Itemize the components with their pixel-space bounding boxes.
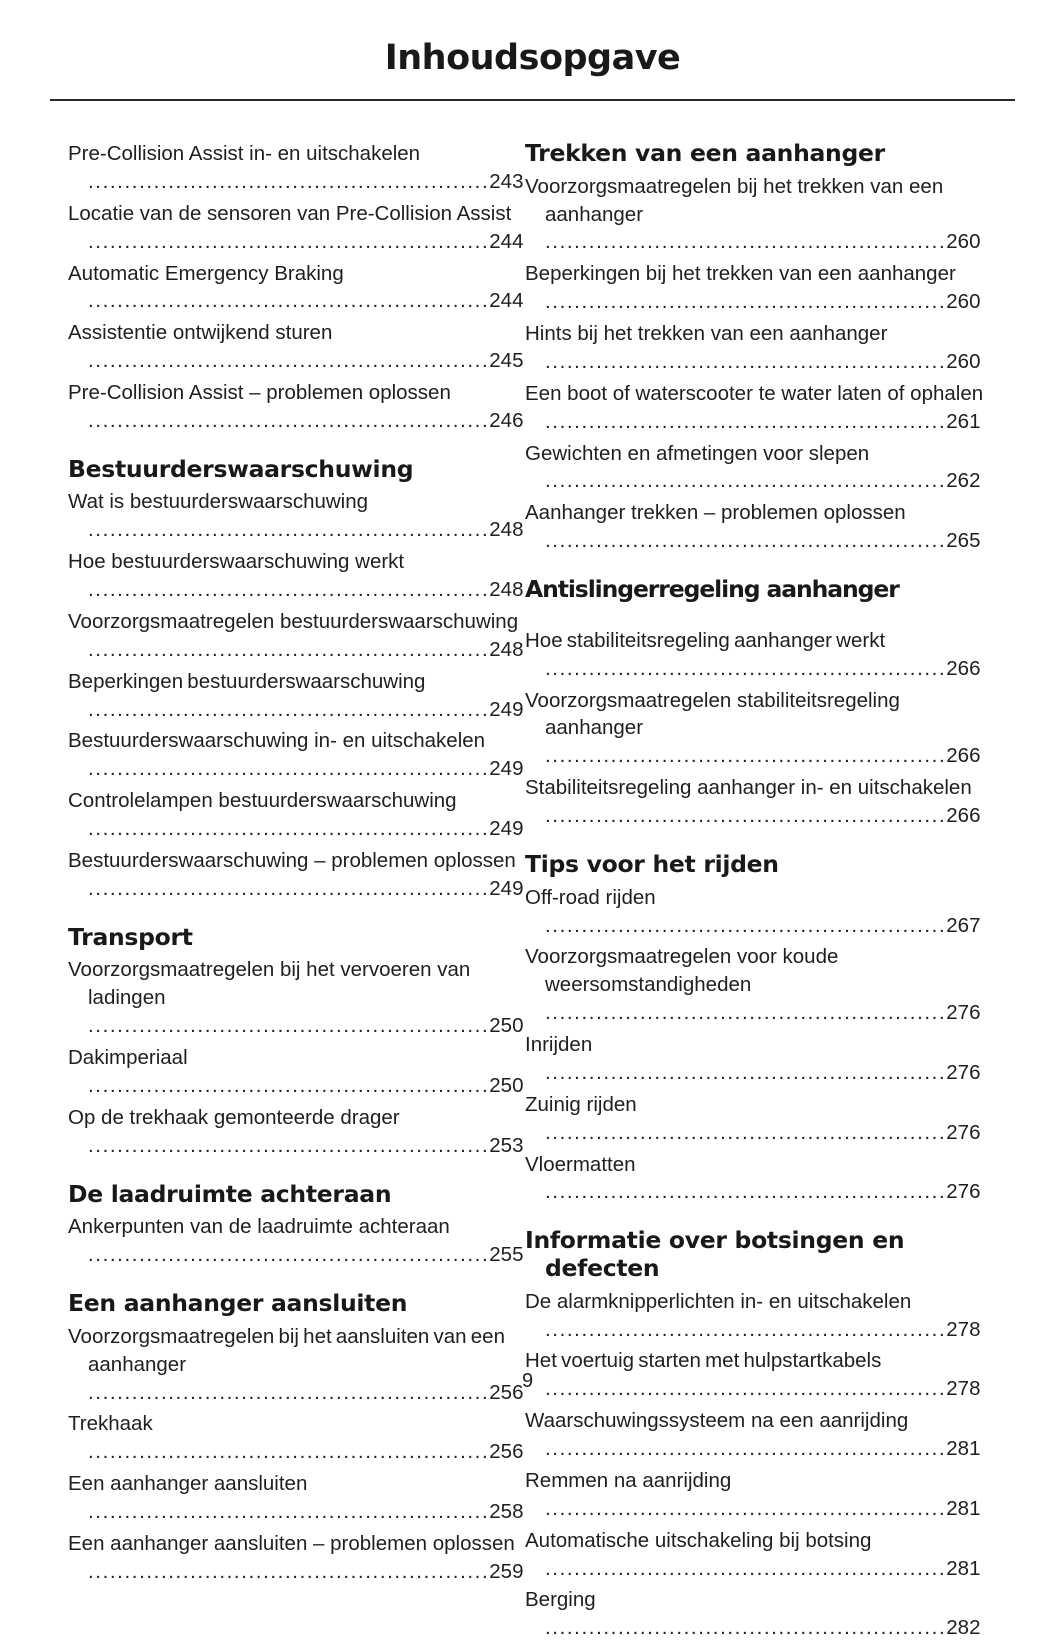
header-divider — [50, 99, 1015, 101]
dot-leader: ....................................................... — [88, 757, 490, 781]
toc-entry-page: 249 — [489, 817, 524, 841]
toc-entry-label: Gewichten en afmetingen voor slepen — [525, 441, 870, 465]
toc-entry-page: 244 — [489, 229, 524, 253]
toc-entry-page: 248 — [489, 637, 524, 661]
dot-leader: ....................................................... — [88, 1133, 490, 1157]
toc-entry-page: 282 — [946, 1616, 981, 1640]
toc-entry-page: 266 — [946, 804, 981, 828]
toc-entry-label: Hints bij het trekken van een aanhanger — [525, 322, 888, 346]
toc-entry-label: Voorzorgsmaatregelen bij het trekken van een aanhanger — [525, 174, 944, 226]
toc-entry-label: Bestuurderswaarschuwing in- en uitschakelen — [68, 729, 486, 753]
dot-leader: ....................................................... — [545, 1120, 947, 1144]
toc-entry-page: 266 — [946, 656, 981, 680]
toc-entry-page: 260 — [946, 349, 981, 373]
toc-entry[interactable] — [525, 774, 985, 830]
toc-entry-label: Voorzorgsmaatregelen bij het aansluiten van een aanhanger — [68, 1324, 505, 1376]
toc-entry-label: Berging — [525, 1588, 596, 1612]
dot-leader: ....................................................... — [88, 637, 490, 661]
section-heading: Een aanhanger aansluiten — [68, 1289, 408, 1318]
toc-entry-label: Vloermatten — [525, 1152, 636, 1176]
toc-entry-page: 246 — [489, 408, 524, 432]
dot-leader: ....................................................... — [545, 1377, 947, 1401]
toc-entry[interactable] — [68, 379, 523, 435]
toc-entry-label: Zuinig rijden — [525, 1092, 637, 1116]
toc-entry[interactable] — [525, 1288, 985, 1344]
toc-entry[interactable] — [525, 687, 985, 771]
toc-entry-label: Wat is bestuurderswaarschuwing — [68, 490, 369, 514]
toc-entry-label: Automatische uitschakeling bij botsing — [525, 1528, 872, 1552]
toc-entry[interactable] — [68, 1323, 523, 1407]
toc-entry-label: Stabiliteitsregeling aanhanger in- en uitschakelen — [525, 776, 972, 800]
section-heading: Tips voor het rijden — [525, 849, 779, 878]
toc-entry[interactable] — [525, 440, 985, 496]
dot-leader: ....................................................... — [545, 1317, 947, 1341]
toc-entry-label: Automatic Emergency Braking — [68, 261, 344, 285]
toc-entry[interactable] — [68, 319, 523, 375]
toc-entry-page: 256 — [489, 1380, 524, 1404]
toc-entry-label: Pre-Collision Assist – problemen oplossen — [68, 381, 451, 404]
toc-entry[interactable] — [525, 1091, 985, 1147]
toc-entry-label: Assistentie ontwijkend sturen — [68, 321, 333, 345]
section-heading: Trekken van een aanhanger — [525, 139, 885, 167]
dot-leader: ....................................................... — [545, 1496, 947, 1520]
toc-entry-label: Voorzorgsmaatregelen stabiliteitsregeling aanhanger — [525, 688, 900, 740]
dot-leader: ....................................................... — [545, 349, 947, 373]
section-heading: Informatie over botsingen en defecten — [525, 1226, 905, 1282]
page-number: 9 — [521, 1370, 534, 1392]
toc-entry-label: Bestuurderswaarschuwing – problemen oplossen — [68, 848, 516, 872]
toc-entry-label: Trekhaak — [68, 1412, 153, 1436]
dot-leader: ....................................................... — [545, 804, 947, 828]
toc-entry[interactable] — [68, 260, 523, 316]
toc-entry[interactable] — [68, 1044, 523, 1100]
toc-section — [525, 140, 985, 555]
toc-entry-page: 265 — [946, 529, 981, 553]
page-header — [50, 38, 1015, 78]
toc-entry[interactable] — [68, 608, 523, 664]
toc-entry-page: 258 — [489, 1500, 524, 1523]
toc-entry[interactable] — [68, 1213, 523, 1269]
toc-entry-page: 245 — [489, 349, 524, 373]
toc-entry-page: 248 — [489, 578, 524, 602]
toc-entry[interactable] — [68, 847, 523, 903]
dot-leader: ....................................................... — [545, 529, 947, 553]
toc-entry[interactable] — [525, 1151, 985, 1207]
toc-entry-page: 281 — [946, 1437, 981, 1461]
dot-leader: ....................................................... — [545, 744, 947, 768]
toc-entry-page: 266 — [946, 744, 981, 768]
dot-leader: ....................................................... — [88, 578, 490, 602]
toc-entry-page: 276 — [946, 1120, 981, 1144]
toc-entry-label: Inrijden — [525, 1033, 593, 1057]
section-heading: Transport — [68, 922, 193, 951]
dot-leader: ....................................................... — [88, 408, 490, 432]
toc-entry[interactable] — [68, 200, 523, 256]
section-heading: De laadruimte achteraan — [68, 1179, 392, 1208]
toc-entry-page: 256 — [489, 1440, 524, 1464]
toc-entry[interactable] — [525, 1031, 985, 1087]
toc-entry-page: 249 — [489, 697, 524, 721]
toc-section — [525, 851, 985, 1206]
dot-leader: ....................................................... — [88, 1559, 490, 1583]
dot-leader: ....................................................... — [545, 1180, 947, 1204]
toc-entry[interactable] — [525, 173, 985, 257]
toc-columns — [0, 140, 1055, 1646]
toc-entry-page: 250 — [489, 1014, 524, 1038]
page-title: Inhoudsopgave — [384, 38, 681, 78]
page-footer — [0, 1370, 1055, 1393]
right-column — [525, 140, 1055, 1646]
toc-entry-label: Dakimperiaal — [68, 1046, 188, 1070]
toc-entry[interactable] — [525, 943, 985, 1027]
dot-leader: ....................................................... — [88, 229, 490, 253]
toc-entry-page: 243 — [489, 169, 524, 193]
dot-leader: ....................................................... — [88, 1243, 490, 1267]
toc-section — [68, 140, 523, 435]
toc-entry-page: 276 — [946, 1180, 981, 1204]
dot-leader: ....................................................... — [88, 817, 490, 841]
toc-entry-page: 261 — [946, 409, 981, 433]
toc-entry-page: 255 — [489, 1243, 524, 1267]
dot-leader: ....................................................... — [88, 349, 490, 373]
toc-entry[interactable] — [68, 668, 523, 724]
toc-entry-page: 281 — [946, 1496, 981, 1520]
toc-entry[interactable] — [525, 320, 985, 376]
toc-entry-page: 278 — [946, 1377, 981, 1401]
toc-entry-label: Hoe bestuurderswaarschuwing werkt — [68, 550, 405, 574]
dot-leader: ....................................................... — [88, 289, 490, 313]
toc-entry-label: Beperkingen bij het trekken van een aanhanger — [525, 262, 956, 286]
toc-entry-label: Ankerpunten van de laadruimte achteraan — [68, 1215, 450, 1239]
dot-leader: ....................................................... — [545, 913, 947, 937]
toc-entry[interactable] — [525, 884, 985, 940]
dot-leader: ....................................................... — [545, 1556, 947, 1580]
toc-entry-page: 249 — [489, 757, 524, 781]
toc-entry-label: Voorzorgsmaatregelen bij het vervoeren van ladingen — [68, 958, 471, 1010]
toc-entry-label: Voorzorgsmaatregelen voor koude weersomstandigheden — [525, 945, 839, 997]
toc-entry-label: De alarmknipperlichten in- en uitschakelen — [525, 1289, 912, 1313]
toc-entry-label: Waarschuwingssysteem na een aanrijding — [525, 1409, 909, 1433]
toc-entry[interactable] — [68, 488, 523, 544]
toc-entry-label: Aanhanger trekken – problemen oplossen — [525, 501, 906, 525]
toc-entry[interactable] — [68, 1530, 523, 1586]
toc-entry[interactable] — [525, 627, 985, 683]
toc-entry-page: 267 — [946, 913, 981, 937]
dot-leader: ....................................................... — [88, 1500, 490, 1523]
toc-entry-label: Voorzorgsmaatregelen bestuurderswaarschuwing — [68, 609, 519, 633]
toc-entry[interactable] — [68, 1410, 523, 1466]
toc-entry-label: Controlelampen bestuurderswaarschuwing — [68, 789, 457, 813]
dot-leader: ....................................................... — [545, 469, 947, 493]
dot-leader: ....................................................... — [88, 1073, 490, 1097]
toc-entry-page: 248 — [489, 518, 524, 542]
toc-entry[interactable] — [68, 1470, 523, 1526]
dot-leader: ....................................................... — [545, 1437, 947, 1461]
dot-leader: ....................................................... — [88, 518, 490, 542]
dot-leader: ....................................................... — [88, 697, 490, 721]
dot-leader: ....................................................... — [545, 656, 947, 680]
dot-leader: ....................................................... — [545, 230, 947, 254]
toc-entry[interactable] — [525, 499, 985, 555]
toc-entry-label: Het voertuig starten met hulpstartkabels — [525, 1349, 882, 1373]
toc-entry-label: Remmen na aanrijding — [525, 1468, 732, 1492]
section-heading: Antislingerregeling aanhanger — [525, 575, 899, 604]
toc-entry-label: Een aanhanger aansluiten — [68, 1472, 308, 1496]
toc-entry-page: 260 — [946, 290, 981, 314]
toc-entry[interactable] — [525, 1586, 985, 1642]
toc-entry[interactable] — [68, 787, 523, 843]
toc-entry[interactable] — [68, 727, 523, 783]
toc-entry-page: 249 — [489, 876, 524, 900]
toc-entry-label: Off-road rijden — [525, 885, 656, 909]
dot-leader: ....................................................... — [88, 1440, 490, 1464]
toc-section — [68, 1181, 523, 1269]
toc-entry-label: Een aanhanger aansluiten – problemen oplossen — [68, 1531, 515, 1555]
toc-entry-page: 278 — [946, 1317, 981, 1341]
toc-entry-page: 253 — [489, 1133, 524, 1157]
toc-entry-page: 276 — [946, 1060, 981, 1084]
toc-section — [68, 924, 523, 1160]
toc-entry-label: Locatie van de sensoren van Pre-Collision Assist — [68, 201, 512, 225]
toc-section — [68, 1290, 523, 1586]
dot-leader: ....................................................... — [88, 1380, 490, 1404]
toc-entry-label: Hoe stabiliteitsregeling aanhanger werkt — [525, 628, 886, 652]
toc-entry-label: Op de trekhaak gemonteerde drager — [68, 1105, 400, 1129]
toc-entry-label: Beperkingen bestuurderswaarschuwing — [68, 669, 426, 693]
toc-entry-page: 262 — [946, 469, 981, 493]
toc-section — [525, 1227, 985, 1642]
toc-section — [525, 576, 985, 830]
dot-leader: ....................................................... — [545, 290, 947, 314]
toc-entry[interactable] — [525, 380, 985, 436]
dot-leader: ....................................................... — [88, 1014, 490, 1038]
dot-leader: ....................................................... — [545, 1001, 947, 1025]
dot-leader: ....................................................... — [545, 1616, 947, 1640]
toc-section — [68, 456, 523, 903]
toc-entry-page: 250 — [489, 1073, 524, 1097]
toc-entry-page: 259 — [489, 1559, 524, 1583]
toc-entry[interactable] — [525, 260, 985, 316]
toc-entry[interactable] — [68, 140, 523, 196]
dot-leader: ....................................................... — [545, 409, 947, 433]
toc-entry[interactable] — [68, 1104, 523, 1160]
dot-leader: ....................................................... — [88, 169, 490, 193]
toc-entry[interactable] — [68, 548, 523, 604]
toc-entry-label: Pre-Collision Assist in- en uitschakelen — [68, 142, 421, 165]
toc-entry[interactable] — [525, 1407, 985, 1463]
toc-entry[interactable] — [525, 1467, 985, 1523]
section-heading: Bestuurderswaarschuwing — [68, 454, 414, 483]
toc-entry-label: Een boot of waterscooter te water laten of ophalen — [525, 381, 984, 405]
dot-leader: ....................................................... — [88, 876, 490, 900]
toc-entry[interactable] — [525, 1527, 985, 1583]
toc-entry-page: 244 — [489, 289, 524, 313]
toc-entry[interactable] — [68, 956, 523, 1040]
toc-entry-page: 276 — [946, 1001, 981, 1025]
toc-entry-page: 260 — [946, 230, 981, 254]
toc-entry-page: 281 — [946, 1556, 981, 1580]
dot-leader: ....................................................... — [545, 1060, 947, 1084]
